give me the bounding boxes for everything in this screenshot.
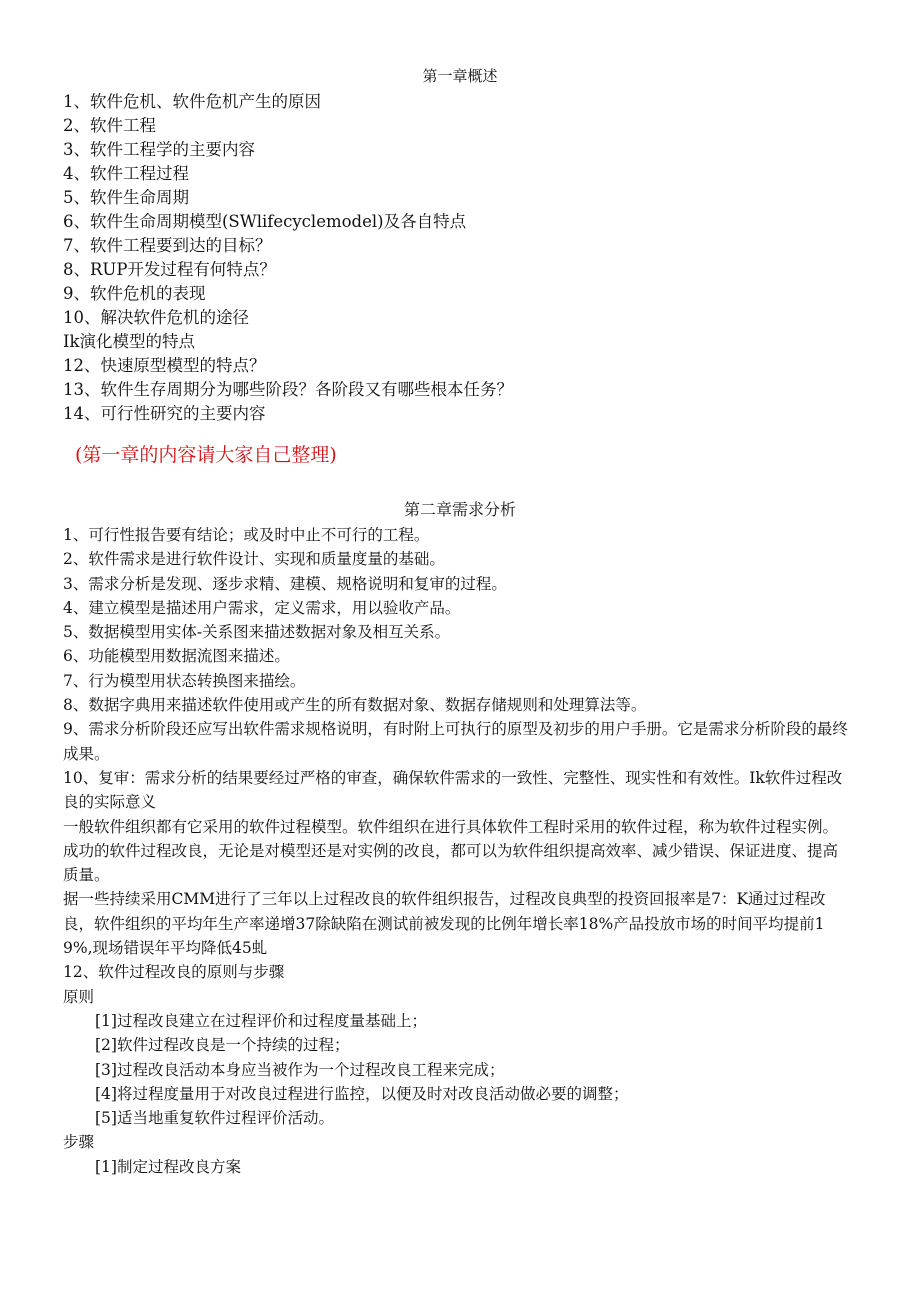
principle-item: [2]软件过程改良是一个持续的过程； bbox=[95, 1036, 350, 1055]
paragraph: 8、数据字典用来描述软件使用或产生的所有数据对象、数据存储规则和处理算法等。 bbox=[63, 696, 647, 715]
paragraph: 6、功能模型用数据流图来描述。 bbox=[63, 647, 290, 666]
list-item: 13、软件生存周期分为哪些阶段？各阶段又有哪些根本任务？ bbox=[63, 380, 513, 399]
paragraph: 5、数据模型用实体-关系图来描述数据对象及相互关系。 bbox=[63, 623, 451, 642]
paragraph: 10、复审：需求分析的结果要经过严格的审查，确保软件需求的一致性、完整性、现实性和有效性。Ik软件过程改良的实际意义 bbox=[63, 768, 843, 812]
paragraph: 12、软件过程改良的原则与步骤 bbox=[63, 963, 285, 982]
list-item: 10、解决软件危机的途径 bbox=[63, 308, 249, 327]
principle-item: [5]适当地重复软件过程评价活动。 bbox=[95, 1109, 334, 1128]
list-item: 8、RUP开发过程有何特点？ bbox=[63, 260, 276, 279]
step-item: [1]制定过程改良方案 bbox=[95, 1157, 241, 1176]
list-item: 3、软件工程学的主要内容 bbox=[63, 140, 255, 159]
paragraph: 据一些持续采用CMM进行了三年以上过程改良的软件组织报告，过程改良典型的投资回报率是7：K通过过程改良，软件组织的平均年生产率递增37除缺陷在测试前被发现的比例年增长率18%产品投放市场的时间平均提前19%,现场错误年平均降低45虬 bbox=[63, 890, 826, 958]
list-item: 9、软件危机的表现 bbox=[63, 284, 206, 303]
principles-label: 原则 bbox=[63, 987, 95, 1006]
principle-item: [3]过程改良活动本身应当被作为一个过程改良工程来完成； bbox=[95, 1060, 505, 1079]
paragraph: 4、建立模型是描述用户需求，定义需求，用以验收产品。 bbox=[63, 598, 461, 617]
list-item: 14、可行性研究的主要内容 bbox=[63, 404, 266, 423]
paragraph: 1、可行性报告要有结论；或及时中止不可行的工程。 bbox=[63, 526, 430, 544]
chapter2-title: 第二章需求分析 bbox=[403, 500, 516, 519]
paragraph: 一般软件组织都有它采用的软件过程模型。软件组织在进行具体软件工程时采用的软件过程，称为软件过程实例。成功的软件过程改良，无论是对模型还是对实例的改良，都可以为软件组织提高效率、减少错误、保证进度、提高质量。 bbox=[63, 817, 839, 885]
list-item: 1、软件危机、软件危机产生的原因 bbox=[63, 92, 321, 111]
list-item: Ik演化模型的特点 bbox=[63, 332, 196, 351]
paragraph: 3、需求分析是发现、逐步求精、建模、规格说明和复审的过程。 bbox=[63, 574, 507, 593]
list-item: 2、软件工程 bbox=[63, 116, 156, 135]
paragraph: 9、需求分析阶段还应写出软件需求规格说明，有时附上可执行的原型及初步的用户手册。它是需求分析阶段的最终成果。 bbox=[63, 720, 848, 763]
paragraph: 7、行为模型用状态转换图来描绘。 bbox=[63, 671, 306, 690]
paragraph: 2、软件需求是进行软件设计、实现和质量度量的基础。 bbox=[63, 550, 445, 569]
list-item: 4、软件工程过程 bbox=[63, 164, 189, 183]
chapter1-title: 第一章概述 bbox=[422, 67, 498, 85]
list-item: 7、软件工程要到达的目标？ bbox=[63, 236, 272, 255]
steps-label: 步骤 bbox=[63, 1133, 95, 1152]
chapter1-question-list bbox=[63, 90, 863, 426]
chapter1-note: (第一章的内容请大家自己整理) bbox=[75, 444, 337, 466]
chapter2-body bbox=[63, 523, 853, 1179]
list-item: 6、软件生命周期模型(SWlifecyclemodel)及各自特点 bbox=[63, 212, 467, 231]
principle-item: [1]过程改良建立在过程评价和过程度量基础上； bbox=[95, 1011, 427, 1030]
list-item: 12、快速原型模型的特点？ bbox=[63, 356, 266, 375]
principle-item: [4]将过程度量用于对改良过程进行监控，以便及时对改良活动做必要的调整； bbox=[95, 1084, 629, 1103]
list-item: 5、软件生命周期 bbox=[63, 188, 189, 207]
